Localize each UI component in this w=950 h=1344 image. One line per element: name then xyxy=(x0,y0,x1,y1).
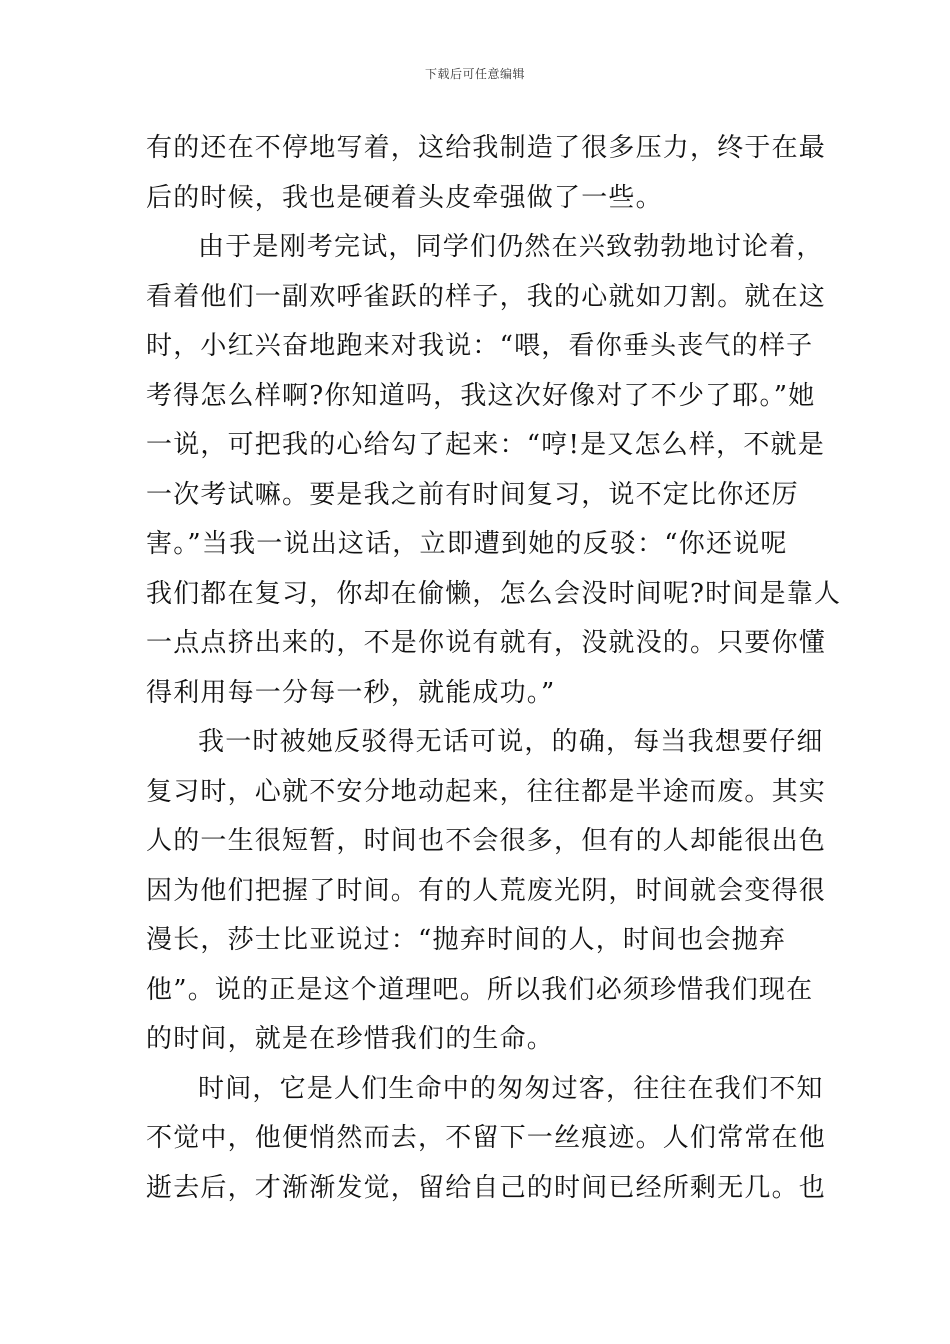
text-line: 考得怎么样啊?你知道吗，我这次好像对了不少了耶。”她 xyxy=(146,380,816,411)
text-line: 时，小红兴奋地跑来对我说：“喂，看你垂头丧气的样子 xyxy=(146,331,814,361)
paragraph-start-line: 由于是刚考完试，同学们仍然在兴致勃勃地讨论着， xyxy=(198,232,824,262)
text-line: 得利用每一分每一秒，就能成功。” xyxy=(146,677,556,708)
text-line: 后的时候，我也是硬着头皮牵强做了一些。 xyxy=(146,182,663,213)
paragraph-start-line: 时间，它是人们生命中的匆匆过客，往往在我们不知 xyxy=(198,1073,824,1104)
text-line: 我们都在复习，你却在偷懒，怎么会没时间呢?时间是靠人 xyxy=(146,578,842,609)
text-line: 一说，可把我的心给勾了起来：“哼!是又怎么样，不就是 xyxy=(146,430,825,460)
text-line: 一点点挤出来的，不是你说有就有，没就没的。只要你懂 xyxy=(146,628,827,658)
paragraph-start-line: 我一时被她反驳得无话可说，的确，每当我想要仔细 xyxy=(198,727,824,757)
document-body xyxy=(146,124,842,1213)
text-line: 看着他们一副欢呼雀跃的样子，我的心就如刀割。就在这 xyxy=(146,281,827,312)
text-line: 漫长，莎士比亚说过：“抛弃时间的人，时间也会抛弃 xyxy=(146,925,787,955)
text-line: 害。”当我一说出这话，立即遭到她的反驳：“你还说呢 xyxy=(146,529,788,559)
text-line: 人的一生很短暂，时间也不会很多，但有的人却能很出色 xyxy=(146,826,827,856)
text-line: 他”。说的正是这个道理吧。所以我们必须珍惜我们现在 xyxy=(146,974,814,1005)
text-line: 逝去后，才渐渐发觉，留给自己的时间已经所剩无几。也 xyxy=(146,1172,827,1203)
text-line: 一次考试嘛。要是我之前有时间复习，说不定比你还厉 xyxy=(146,479,799,510)
text-line: 不觉中，他便悄然而去，不留下一丝痕迹。人们常常在他 xyxy=(146,1123,827,1153)
page-header: 下载后可任意编辑 xyxy=(424,67,525,81)
text-line: 复习时，心就不安分地动起来，往往都是半途而废。其实 xyxy=(146,776,827,807)
text-line: 因为他们把握了时间。有的人荒废光阴，时间就会变得很 xyxy=(146,875,827,906)
text-line: 的时间，就是在珍惜我们的生命。 xyxy=(146,1024,555,1054)
text-line: 有的还在不停地写着，这给我制造了很多压力，终于在最 xyxy=(146,133,827,163)
